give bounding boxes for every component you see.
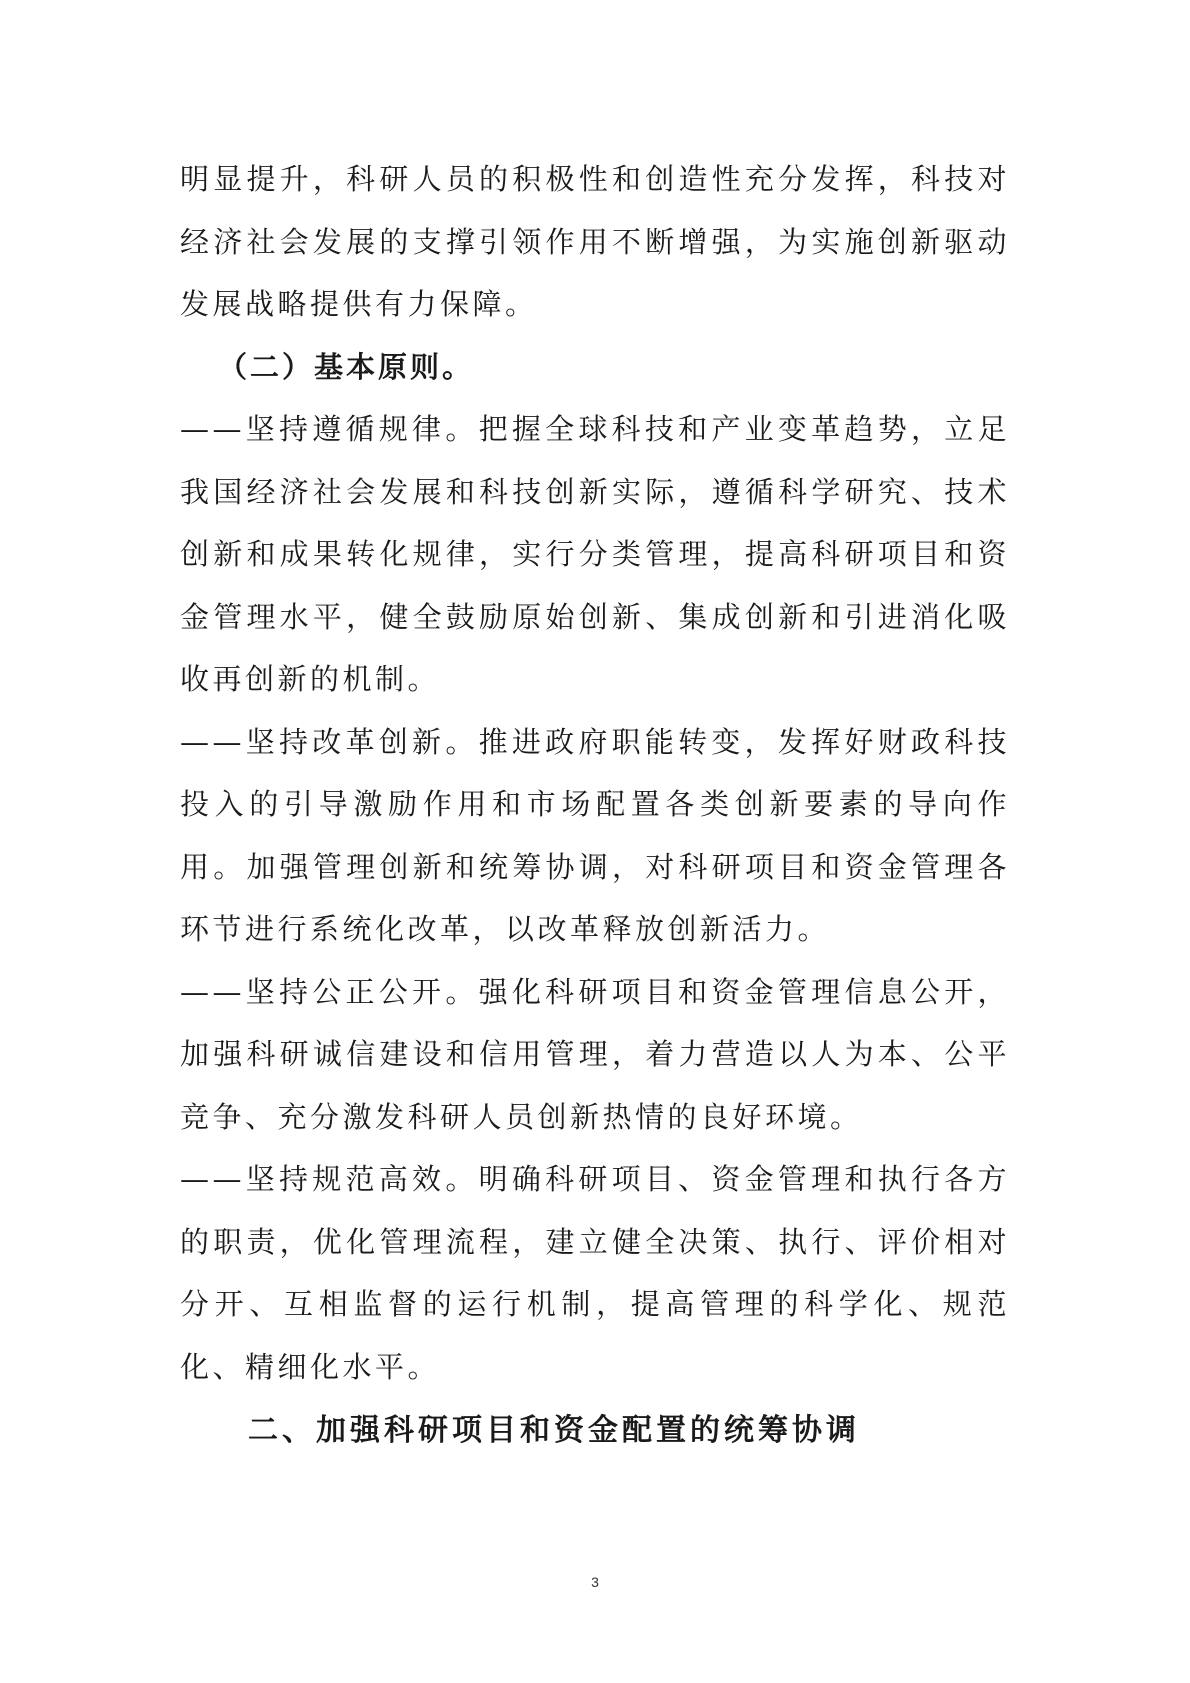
paragraph-reform-innovation: ——坚持改革创新。推进政府职能转变，发挥好财政科技投入的引导激励作用和市场配置各类创新要素的导向作用。加强管理创新和统筹协调，对科研项目和资金管理各环节进行系统化改革，以改革释放创新活力。: [180, 724, 1010, 946]
paragraph-standard-efficiency: ——坚持规范高效。明确科研项目、资金管理和执行各方的职责，优化管理流程，建立健全决策、执行、评价相对分开、互相监督的运行机制，提高管理的科学化、规范化、精细化水平。: [180, 1162, 1010, 1384]
section-heading-two: 二、加强科研项目和资金配置的统筹协调: [248, 1413, 860, 1448]
paragraph-follow-rules: ——坚持遵循规律。把握全球科技和产业变革趋势，立足我国经济社会发展和科技创新实际，遵循科学研究、技术创新和成果转化规律，实行分类管理，提高科研项目和资金管理水平，健全鼓励原始创新、集成创新和引进消化吸收再创新的机制。: [180, 412, 1010, 696]
paragraph-continuation: 明显提升，科研人员的积极性和创造性充分发挥，科技对经济社会发展的支撑引领作用不断增强，为实施创新驱动发展战略提供有力保障。: [180, 162, 1010, 321]
subheading-basic-principles: （二）基本原则。: [218, 349, 475, 384]
paragraph-fairness-openness: ——坚持公正公开。强化科研项目和资金管理信息公开，加强科研诚信建设和信用管理，着力营造以人为本、公平竞争、充分激发科研人员创新热情的良好环境。: [180, 974, 1010, 1134]
document-body: [180, 148, 1010, 1463]
page-number: 3: [591, 1574, 599, 1590]
